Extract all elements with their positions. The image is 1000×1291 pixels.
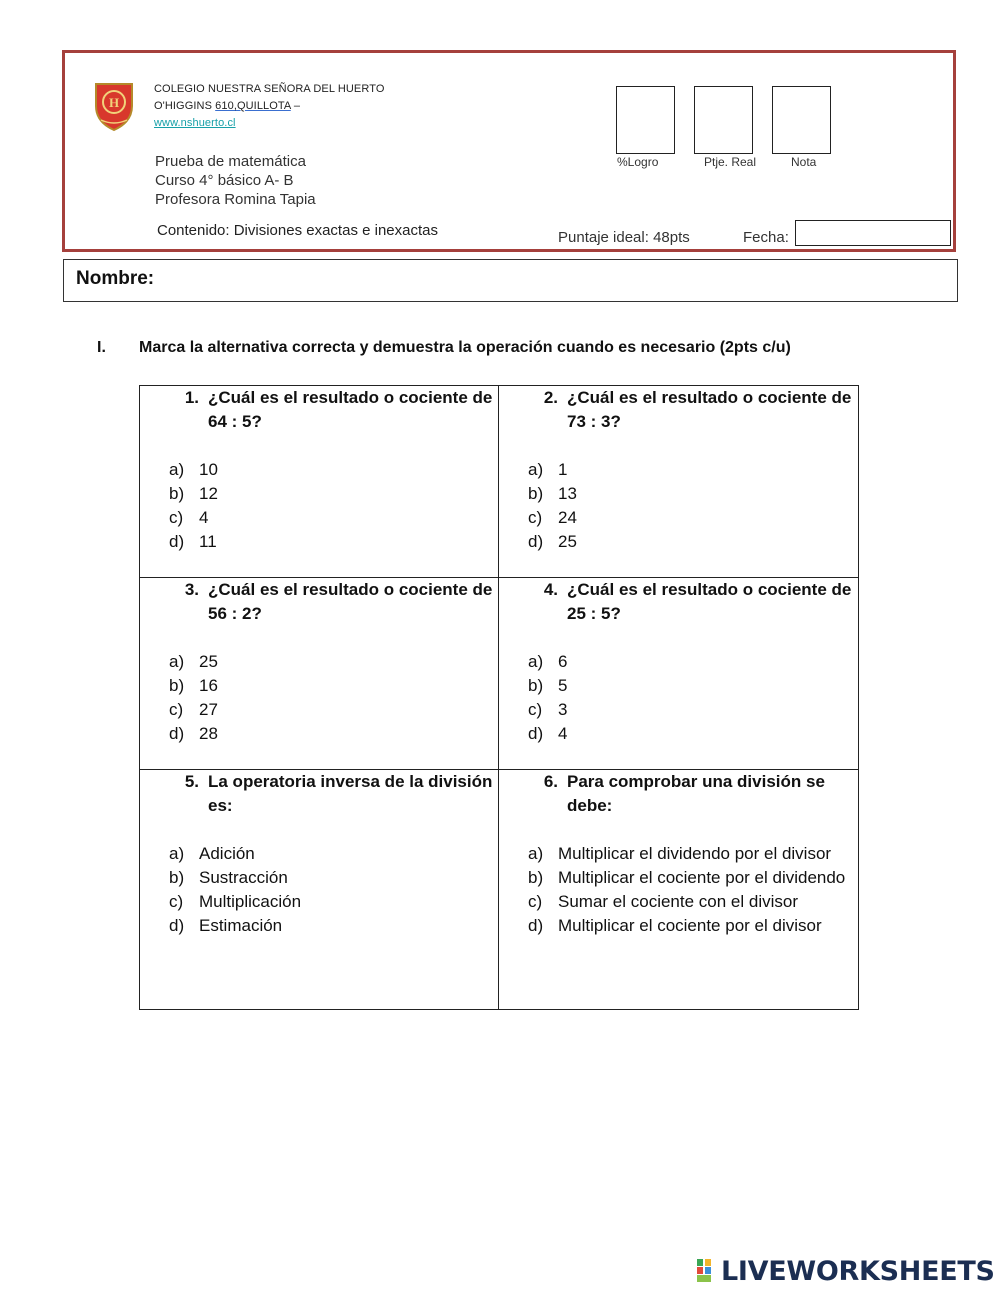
answer-option[interactable] [169, 722, 493, 746]
test-teacher: Profesora Romina Tapia [155, 191, 316, 208]
option-letter: c) [528, 508, 543, 527]
option-letter: c) [169, 892, 184, 911]
answer-option[interactable] [169, 482, 493, 506]
section-number: I. [97, 339, 106, 356]
question-2 [528, 386, 852, 554]
option-text: Multiplicar el dividendo por el divisor [558, 844, 832, 863]
option-text: Adición [199, 844, 255, 863]
answer-option[interactable] [169, 842, 493, 866]
option-letter: d) [528, 724, 544, 743]
option-text: 13 [558, 484, 577, 503]
option-letter: d) [169, 724, 185, 743]
answer-option[interactable] [169, 866, 493, 890]
answer-option[interactable] [528, 458, 852, 482]
question-number: 1. [184, 388, 199, 407]
answer-option[interactable] [169, 890, 493, 914]
question-heading [169, 578, 493, 626]
question-4 [528, 578, 852, 746]
answer-option[interactable] [528, 866, 852, 890]
option-letter: a) [169, 652, 185, 671]
logro-score-box[interactable] [616, 86, 675, 154]
option-letter: c) [528, 892, 543, 911]
answer-option[interactable] [169, 698, 493, 722]
option-text: Estimación [199, 916, 283, 935]
question-text: ¿Cuál es el resultado o cociente de 56 : 2? [208, 580, 493, 623]
option-letter: b) [169, 484, 185, 503]
school-name: COLEGIO NUESTRA SEÑORA DEL HUERTO [154, 83, 385, 95]
school-crest-icon [91, 80, 137, 132]
question-1 [169, 386, 493, 554]
option-letter: a) [528, 460, 544, 479]
question-5 [169, 770, 493, 938]
option-letter: c) [169, 508, 184, 527]
option-text: 24 [558, 508, 577, 527]
option-text: Multiplicar el cociente por el divisor [558, 916, 822, 935]
option-text: Sustracción [199, 868, 288, 887]
grade-box[interactable] [772, 86, 831, 154]
liveworksheets-logo [697, 1256, 995, 1286]
grid-divider-vertical [498, 385, 499, 1010]
answer-option[interactable] [169, 506, 493, 530]
answer-option[interactable] [169, 914, 493, 938]
name-label: Nombre: [76, 268, 155, 289]
answer-options [169, 458, 493, 554]
question-text: ¿Cuál es el resultado o cociente de 73 : 3? [567, 388, 852, 431]
answer-option[interactable] [528, 650, 852, 674]
school-address: O'HIGGINS 610,QUILLOTA – [154, 100, 301, 112]
answer-option[interactable] [169, 650, 493, 674]
answer-option[interactable] [169, 530, 493, 554]
answer-option[interactable] [169, 458, 493, 482]
option-text: 27 [199, 700, 218, 719]
option-letter: b) [528, 676, 544, 695]
option-text: 25 [199, 652, 218, 671]
question-3 [169, 578, 493, 746]
option-letter: d) [528, 532, 544, 551]
name-input[interactable] [170, 263, 950, 297]
date-input[interactable] [795, 220, 951, 246]
section-instruction: Marca la alternativa correcta y demuestra la operación cuando es necesario (2pts c/u) [139, 339, 791, 356]
answer-option[interactable] [528, 506, 852, 530]
option-text: 3 [558, 700, 568, 719]
option-letter: b) [528, 484, 544, 503]
option-text: Multiplicar el cociente por el dividendo [558, 868, 846, 887]
answer-options [169, 842, 493, 938]
question-number: 2. [543, 388, 558, 407]
question-heading [528, 386, 852, 434]
option-text: 4 [558, 724, 568, 743]
liveworksheets-icon [697, 1259, 719, 1283]
svg-text:H: H [108, 95, 120, 110]
option-letter: a) [528, 844, 544, 863]
question-heading [528, 578, 852, 626]
option-text: 1 [558, 460, 568, 479]
ideal-score: Puntaje ideal: 48pts [558, 229, 690, 246]
answer-option[interactable] [528, 842, 852, 866]
answer-option[interactable] [169, 674, 493, 698]
option-letter: a) [169, 460, 185, 479]
watermark-text: LIVEWORKSHEETS [721, 1255, 995, 1287]
question-text: ¿Cuál es el resultado o cociente de 25 : 5? [567, 580, 852, 623]
answer-option[interactable] [528, 890, 852, 914]
question-number: 4. [543, 580, 558, 599]
question-text: La operatoria inversa de la división es: [208, 772, 493, 815]
question-heading [528, 770, 852, 818]
option-text: 12 [199, 484, 218, 503]
question-number: 6. [543, 772, 558, 791]
option-letter: d) [169, 532, 185, 551]
option-letter: c) [528, 700, 543, 719]
option-text: 25 [558, 532, 577, 551]
question-6 [528, 770, 852, 938]
option-text: 16 [199, 676, 218, 695]
option-text: 4 [199, 508, 209, 527]
question-text: Para comprobar una división se debe: [567, 772, 825, 815]
answer-options [528, 842, 852, 938]
question-heading [169, 386, 493, 434]
answer-option[interactable] [528, 698, 852, 722]
real-score-label: Ptje. Real [704, 155, 757, 169]
question-heading [169, 770, 493, 818]
option-letter: b) [169, 868, 185, 887]
option-letter: a) [528, 652, 544, 671]
content-topic: Contenido: Divisiones exactas e inexactas [157, 222, 438, 239]
answer-option[interactable] [528, 482, 852, 506]
test-title: Prueba de matemática [155, 153, 306, 170]
date-label: Fecha: [743, 229, 789, 246]
grade-label: Nota [791, 155, 817, 169]
option-letter: d) [169, 916, 185, 935]
answer-options [169, 650, 493, 746]
option-letter: a) [169, 844, 185, 863]
option-text: Multiplicación [199, 892, 302, 911]
logro-label: %Logro [617, 155, 659, 169]
answer-option[interactable] [528, 722, 852, 746]
answer-options [528, 650, 852, 746]
option-text: 10 [199, 460, 218, 479]
answer-options [528, 458, 852, 554]
option-letter: c) [169, 700, 184, 719]
question-text: ¿Cuál es el resultado o cociente de 64 : 5? [208, 388, 493, 431]
option-letter: b) [169, 676, 185, 695]
option-text: 5 [558, 676, 568, 695]
answer-option[interactable] [528, 530, 852, 554]
question-number: 5. [184, 772, 199, 791]
option-letter: b) [528, 868, 544, 887]
question-number: 3. [184, 580, 199, 599]
test-course: Curso 4° básico A- B [155, 172, 294, 189]
school-website-link[interactable]: www.nshuerto.cl [154, 117, 236, 129]
option-text: Sumar el cociente con el divisor [558, 892, 799, 911]
option-text: 28 [199, 724, 218, 743]
option-letter: d) [528, 916, 544, 935]
answer-option[interactable] [528, 914, 852, 938]
option-text: 6 [558, 652, 568, 671]
real-score-box[interactable] [694, 86, 753, 154]
answer-option[interactable] [528, 674, 852, 698]
option-text: 11 [199, 532, 217, 551]
